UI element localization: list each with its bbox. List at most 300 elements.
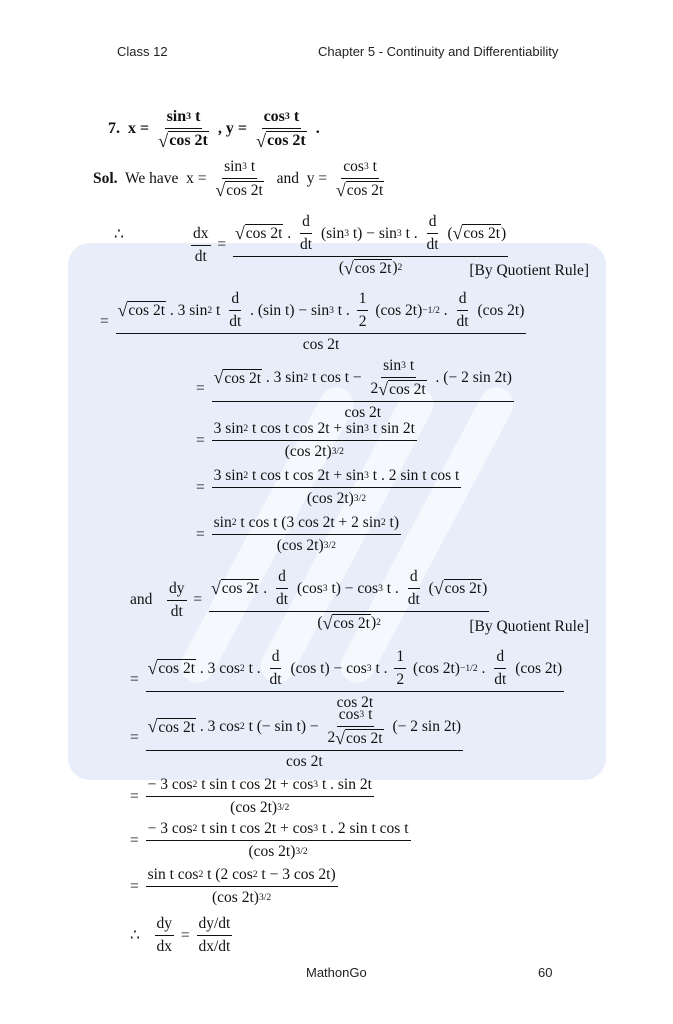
radicand <box>354 259 393 278</box>
fraction <box>325 706 385 748</box>
math-text: = <box>130 831 143 849</box>
math-text: t) − cos <box>327 579 379 597</box>
math-text: (cos t) − cos <box>286 659 367 677</box>
math-text: dt <box>276 591 289 608</box>
footer-brand: MathonGo <box>306 965 367 980</box>
math-text: d <box>458 290 467 307</box>
math-text: (cos 2t) <box>230 799 278 816</box>
denominator <box>334 179 386 200</box>
square-root <box>453 224 501 243</box>
fraction <box>146 648 564 712</box>
math-text: . 3 sin <box>262 368 304 386</box>
square-root <box>214 369 262 388</box>
numerator: √ cos 2t . 3 cos 2 t (− sin t) − cos 3 t 2 √ cos 2t (− 2 sin 2t) <box>146 706 463 751</box>
fraction <box>146 866 338 907</box>
radical-sign: √ <box>378 378 389 399</box>
math-text: t sin 2t <box>368 420 415 437</box>
math-text: cos 2t <box>245 225 283 243</box>
denominator <box>268 669 284 689</box>
math-text: dt <box>407 591 420 608</box>
math-text: d <box>302 213 310 230</box>
radical-sign: √ <box>256 130 267 151</box>
numerator <box>408 568 420 589</box>
math-text: t <box>191 108 201 125</box>
square-root <box>323 614 371 633</box>
dx-dt-step-3 <box>196 357 517 422</box>
math-text: cos 2t <box>336 694 374 711</box>
math-text: 2 <box>370 380 379 398</box>
fraction <box>425 213 441 254</box>
math-text: t . <box>371 659 392 677</box>
radical-sign: √ <box>158 130 169 151</box>
math-text: d <box>231 290 240 307</box>
math-text: sin <box>383 357 402 374</box>
math-text: cos 2t <box>224 369 261 387</box>
radicand <box>345 729 384 748</box>
numerator <box>394 648 406 669</box>
math-text: cos <box>263 108 285 125</box>
math-text: t sin t cos 2t + cos <box>197 820 314 837</box>
denominator <box>197 936 233 956</box>
fraction <box>212 420 417 461</box>
math-text: (cos 2t) <box>306 490 354 507</box>
numerator <box>197 915 233 936</box>
math-text: t cos t − <box>308 368 366 386</box>
math-text: t . <box>401 224 422 242</box>
math-text: t) − sin <box>348 224 397 242</box>
math-text: (sin <box>317 224 345 242</box>
math-text: − 3 cos <box>147 820 193 837</box>
math-text: cos 2t <box>354 260 392 277</box>
denominator: ( √ cos 2t ) 2 <box>317 612 381 633</box>
radicand <box>127 301 166 320</box>
radical-sign: √ <box>322 612 333 633</box>
math-text: ( <box>317 614 323 632</box>
radical-sign: √ <box>117 300 128 321</box>
math-text: . 3 cos <box>196 717 240 735</box>
math-text: dt <box>426 236 439 253</box>
math-text: . <box>477 659 490 677</box>
square-root <box>344 259 392 278</box>
numerator <box>494 648 506 669</box>
math-text: t . sin 2t <box>318 776 372 793</box>
math-text: cos 2t <box>389 381 426 398</box>
denominator <box>342 402 383 422</box>
dx-dt-step-2 <box>100 290 529 354</box>
denominator: (cos 2t) 3/2 <box>230 799 290 816</box>
math-text: 3 sin <box>213 420 244 437</box>
math-text: and y = <box>268 169 331 187</box>
math-text: cos 2t <box>346 730 383 747</box>
math-text: d <box>428 213 437 230</box>
square-root <box>148 718 196 737</box>
fraction <box>146 820 411 861</box>
math-text: cos 2t <box>344 403 382 421</box>
fraction <box>254 108 309 150</box>
denominator <box>492 669 508 689</box>
denominator <box>213 179 265 200</box>
quotient-rule-note: [By Quotient Rule] <box>469 262 589 279</box>
denominator <box>155 936 175 956</box>
numerator <box>457 290 469 311</box>
math-text: 7. x = <box>108 120 154 138</box>
fraction <box>213 158 265 200</box>
denominator: (cos 2t) 3/2 <box>276 537 336 554</box>
math-text: cos 2t <box>267 132 306 149</box>
radicand <box>388 380 427 399</box>
math-text: (cos <box>293 579 323 597</box>
dy-dt-step-6 <box>130 866 341 907</box>
math-text: = <box>130 877 143 895</box>
math-text: (cos 2t) <box>212 889 259 906</box>
radicand <box>157 659 196 678</box>
denominator <box>394 669 406 689</box>
denominator <box>284 751 325 771</box>
math-text: t . <box>382 579 403 597</box>
radical-sign: √ <box>213 367 224 388</box>
fraction <box>227 290 243 331</box>
numerator: √ cos 2t . 3 sin 2 t $\frac{d}{dt}$ . (sin t) − sin 3 t . $\frac{1}{2}$ (cos 2t) −1/2 . $\frac{d}{dt}$ (cos 2t) <box>116 290 527 334</box>
math-text: dt <box>494 671 507 688</box>
math-text: We have x = <box>117 169 211 187</box>
numerator: √ cos 2t . 3 sin 2 t cos t − sin 3 t 2 √ cos 2t . (− 2 sin 2t) <box>212 357 514 402</box>
numerator: cos 3 t <box>337 706 375 727</box>
radical-sign: √ <box>211 578 221 599</box>
math-text: t cos t cos 2t + sin <box>248 420 365 437</box>
math-text: 2 <box>358 313 367 330</box>
numerator: cos 3 t <box>341 158 379 179</box>
dy-dt-step-3 <box>130 706 466 771</box>
footer-page-number: 60 <box>538 965 553 980</box>
numerator <box>357 290 369 311</box>
fraction <box>334 158 386 200</box>
math-text: cos 2t <box>286 752 323 770</box>
denominator <box>406 589 422 609</box>
math-text: dx/dt <box>198 938 231 955</box>
radicand <box>225 181 264 200</box>
numerator: cos 3 t <box>262 108 302 129</box>
math-text: dt <box>300 236 313 253</box>
numerator <box>300 213 312 234</box>
math-text: 2 <box>327 729 336 747</box>
numerator: 3 sin 2 t cos t cos 2t + sin 3 t . 2 sin t cos t <box>212 467 462 488</box>
numerator <box>276 568 288 589</box>
numerator: sin 3 t <box>165 108 203 129</box>
math-text: cos 2t <box>346 182 384 199</box>
square-root <box>158 131 209 150</box>
numerator <box>229 290 241 311</box>
math-text: t <box>246 158 256 175</box>
fraction <box>146 776 374 817</box>
denominator <box>254 129 309 150</box>
math-text: sin <box>166 108 187 125</box>
math-text: t <box>212 301 225 319</box>
math-text: t <box>405 357 415 374</box>
math-text: ( <box>424 579 434 597</box>
numerator: √ cos 2t . $\frac{d}{dt}$ (cos 3 t) − cos 3 t . $\frac{d}{dt}$ ( √ cos 2t ) <box>209 568 489 612</box>
fraction <box>268 648 284 689</box>
math-text: = <box>196 478 209 496</box>
math-text: cos 2t <box>128 302 165 320</box>
math-text: t <box>368 158 377 175</box>
math-text: ) <box>501 224 507 242</box>
math-text: = <box>100 313 113 330</box>
math-text: = <box>196 525 209 543</box>
radical-sign: √ <box>215 179 226 200</box>
fraction <box>212 467 462 508</box>
math-text: ) <box>370 614 377 632</box>
radicand <box>332 614 371 633</box>
denominator <box>455 311 471 331</box>
math-text: . (sin t) − sin <box>246 301 330 319</box>
numerator: sin 2 t cos t (3 cos 2t + 2 sin 2 t) <box>212 514 401 535</box>
radical-sign: √ <box>452 223 463 244</box>
fraction <box>406 568 422 609</box>
radicand <box>462 224 501 243</box>
dy-dt-step-5 <box>130 820 414 861</box>
fraction <box>212 357 514 422</box>
solution-intro <box>93 158 389 200</box>
math-text: dt <box>269 671 282 688</box>
math-text: dy <box>156 915 172 932</box>
math-text: dt <box>456 313 469 330</box>
numerator: √ cos 2t . 3 cos 2 t . $\frac{d}{dt}$ (cos t) − cos 3 t . $\frac{1}{2}$ (cos 2t) −1/2 . $\frac{d}{dt}$ (cos 2t) <box>146 648 564 692</box>
numerator: √ cos 2t . $\frac{d}{dt}$ (sin 3 t) − sin 3 t . $\frac{d}{dt}$ ( √ cos 2t ) <box>233 213 508 257</box>
denominator <box>156 129 211 150</box>
math-text: t (− sin t) − <box>244 717 323 735</box>
fraction <box>274 568 290 609</box>
radical-sign: √ <box>335 179 346 200</box>
dx-dt-step-1 <box>188 213 511 278</box>
math-text: t . 2 sin t cos t <box>318 820 409 837</box>
denominator <box>298 234 314 254</box>
radicand <box>245 224 284 243</box>
math-text: dt <box>170 602 183 620</box>
fraction <box>155 915 175 956</box>
math-text: cos 2t <box>221 580 259 598</box>
math-text: (− 2 sin 2t) <box>388 717 462 735</box>
math-text: t . 2 sin t cos t <box>368 467 460 484</box>
fraction <box>209 568 489 633</box>
math-text: sin t cos <box>147 866 199 883</box>
math-text: cos 2t <box>302 336 340 353</box>
dy-dt-step-2 <box>130 648 567 712</box>
radicand <box>168 131 209 150</box>
square-root <box>235 224 283 243</box>
square-root <box>215 181 263 200</box>
fraction <box>212 514 401 555</box>
square-root <box>256 131 307 150</box>
math-text: ) <box>392 259 398 277</box>
square-root <box>335 729 383 748</box>
math-text: t <box>289 108 300 125</box>
fraction <box>156 108 211 150</box>
numerator <box>167 580 187 601</box>
math-text: . <box>283 224 295 242</box>
math-text: (cos 2t) <box>371 301 423 319</box>
math-text: ) <box>482 579 488 597</box>
math-text: d <box>271 648 280 665</box>
math-text: t cos t cos 2t + sin <box>248 467 365 484</box>
square-root <box>378 380 426 399</box>
radical-sign: √ <box>433 578 444 599</box>
dy-dt-step-1 <box>130 568 492 633</box>
fraction <box>298 213 314 254</box>
denominator <box>425 234 441 254</box>
fraction <box>233 213 508 278</box>
radicand <box>266 131 307 150</box>
math-text: cos 2t <box>158 718 195 736</box>
radical-sign: √ <box>147 658 158 679</box>
math-text: 1 <box>358 290 367 307</box>
math-text: cos 2t <box>444 580 482 598</box>
math-text: . <box>439 301 452 319</box>
fraction <box>492 648 508 689</box>
denominator <box>193 246 209 266</box>
math-text: 2 <box>396 671 405 688</box>
denominator <box>369 378 429 399</box>
numerator <box>155 915 175 936</box>
math-text: ( <box>338 259 344 277</box>
math-text: t . <box>244 659 265 677</box>
math-text: d <box>409 568 418 585</box>
math-text: 3 sin <box>213 467 244 484</box>
math-text: = <box>213 236 230 254</box>
math-text: t sin t cos 2t + cos <box>197 776 314 793</box>
math-text: 1 <box>396 648 405 665</box>
math-text: dx <box>193 224 209 242</box>
radical-sign: √ <box>147 716 158 737</box>
math-text: (cos 2t) <box>511 659 563 677</box>
numerator <box>427 213 439 234</box>
math-text: cos 2t <box>463 225 501 243</box>
math-text: t (2 cos <box>203 866 253 883</box>
math-text: . <box>259 579 272 597</box>
math-text: t − 3 cos 2t) <box>257 866 336 883</box>
math-text: = <box>130 787 143 805</box>
math-text: and <box>130 591 165 609</box>
math-text: ∴ <box>130 927 152 944</box>
math-text: dy/dt <box>198 915 231 932</box>
numerator: − 3 cos 2 t sin t cos 2t + cos 3 t . sin 2t <box>146 776 374 797</box>
math-text: cos 2t <box>226 182 263 199</box>
denominator <box>301 334 342 354</box>
numerator: 3 sin 2 t cos t cos 2t + sin 3 t sin 2t <box>212 420 417 441</box>
fraction <box>167 580 187 621</box>
math-text: = <box>177 926 194 944</box>
math-text: . 3 sin <box>166 301 208 319</box>
fraction <box>357 290 369 331</box>
math-text: = <box>130 729 143 747</box>
math-text: (cos 2t) <box>409 659 460 677</box>
dx-dt-step-6 <box>196 514 404 555</box>
numerator <box>191 225 211 246</box>
square-root <box>336 181 384 200</box>
math-text: ( <box>443 224 453 242</box>
math-text: d <box>278 568 286 585</box>
math-text: cos 2t <box>333 615 370 632</box>
math-text: = <box>196 431 209 449</box>
math-text: (cos 2t) <box>248 843 296 860</box>
math-text: = <box>189 591 207 609</box>
header-class: Class 12 <box>117 44 168 59</box>
math-text: = <box>130 671 143 688</box>
denominator <box>357 311 369 331</box>
math-text: (cos 2t) <box>473 301 525 319</box>
fraction <box>116 290 527 354</box>
math-text: dt <box>229 313 242 330</box>
math-text: sin <box>224 158 243 175</box>
denominator <box>274 589 290 609</box>
math-text: cos <box>343 158 364 175</box>
radicand <box>221 579 260 598</box>
denominator <box>325 727 385 748</box>
radicand <box>444 579 483 598</box>
dx-dt-step-4 <box>196 420 420 461</box>
math-text: = <box>196 380 209 398</box>
dy-dt-step-4 <box>130 776 377 817</box>
math-text: . (− 2 sin 2t) <box>431 368 512 386</box>
radical-sign: √ <box>344 257 354 278</box>
radicand <box>157 718 196 737</box>
numerator: sin 3 t <box>222 158 257 179</box>
denominator <box>169 601 185 621</box>
square-root <box>118 301 166 320</box>
square-root <box>211 579 259 598</box>
radical-sign: √ <box>235 223 245 244</box>
radicand <box>346 181 385 200</box>
math-text: − 3 cos <box>147 776 193 793</box>
fraction <box>197 915 233 956</box>
math-text: dt <box>194 247 207 265</box>
math-text: (cos 2t) <box>284 443 332 460</box>
square-root <box>434 579 482 598</box>
numerator <box>270 648 282 669</box>
math-text: t . <box>333 301 354 319</box>
denominator: (cos 2t) 3/2 <box>284 443 344 460</box>
denominator <box>227 311 243 331</box>
math-text: d <box>496 648 505 665</box>
dx-dt-step-5 <box>196 467 464 508</box>
denominator: (cos 2t) 3/2 <box>248 843 308 860</box>
header-chapter: Chapter 5 - Continuity and Differentiability <box>318 44 559 59</box>
quotient-rule-note: [By Quotient Rule] <box>469 618 589 635</box>
therefore-symbol <box>114 225 124 244</box>
radicand <box>223 369 262 388</box>
fraction <box>369 357 429 399</box>
numerator: sin 3 t <box>381 357 416 378</box>
problem-statement <box>108 108 320 150</box>
denominator: (cos 2t) 3/2 <box>212 889 272 906</box>
math-text: cos <box>338 706 360 723</box>
denominator: (cos 2t) 3/2 <box>306 490 367 507</box>
math-text: ∴ <box>114 226 124 243</box>
fraction <box>455 290 471 331</box>
math-text: t cos t (3 cos 2t + 2 sin <box>236 514 381 531</box>
numerator: sin t cos 2 t (2 cos 2 t − 3 cos 2t) <box>146 866 338 887</box>
math-text: t <box>364 706 373 723</box>
math-text: sin <box>213 514 232 531</box>
math-text: , y = <box>213 120 251 138</box>
math-text: (cos 2t) <box>276 537 324 554</box>
dy-dx-step <box>130 915 235 956</box>
square-root <box>148 659 196 678</box>
math-text: t) <box>385 514 400 531</box>
radical-sign: √ <box>335 727 346 748</box>
fraction <box>394 648 406 689</box>
math-text: cos 2t <box>169 132 208 149</box>
denominator: ( √ cos 2t ) 2 <box>338 257 403 278</box>
